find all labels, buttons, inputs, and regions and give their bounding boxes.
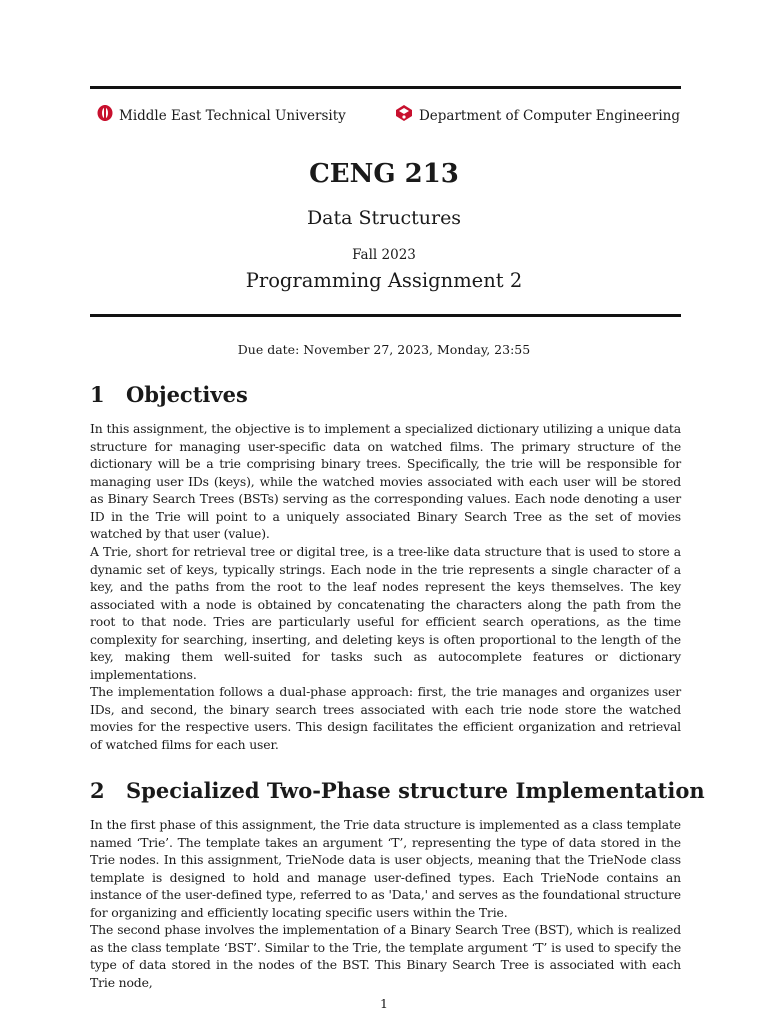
department-name: Department of Computer Engineering (418, 108, 680, 124)
assignment-title: Programming Assignment 2 (245, 269, 523, 292)
top-rule (90, 86, 681, 89)
title-bottom-rule (90, 314, 681, 317)
paragraph: In this assignment, the objective is to implement a specialized dictionary utilizing a unique data structure for managing user-specific data on watched films. The primary structure of the dictionary will be a trie comprising binary trees. Specifically, the trie will be responsible for managing user IDs (keys), while the watched movies associated with each user will be stored as Binary Search Trees (BSTs) serving as the corresponding values. Each node denoting a user ID in the Trie will point to a uniquely associated Binary Search Tree as the set of movies watched by that user (value). (90, 421, 681, 541)
institution-name: Middle East Technical University (119, 108, 346, 124)
section-heading (90, 382, 248, 407)
header-right (394, 104, 680, 128)
section-title: Specialized Two-Phase structure Implementation (126, 778, 705, 803)
due-date: Due date: November 27, 2023, Monday, 23:55 (237, 342, 531, 357)
metu-logo-icon (96, 104, 114, 128)
course-subject: Data Structures (306, 207, 462, 229)
course-code: CENG 213 (309, 159, 459, 189)
paragraph: The second phase involves the implementation of a Binary Search Tree (BST), which is realized as the class template ‘BST’. Similar to the Trie, the template argument ‘T’ is used to specify the type of data stored in the nodes of the BST. This Binary Search Tree is associated with each Trie node, (90, 922, 681, 990)
section-number: 2 (90, 778, 105, 803)
section-heading (90, 778, 705, 803)
section-title: Objectives (126, 382, 248, 407)
paragraph: The implementation follows a dual-phase approach: first, the trie manages and organizes user IDs, and second, the binary search trees associated with each trie node store the watched movies for the respective users. This design facilitates the efficient organization and retrieval of watched films for each user. (90, 684, 681, 752)
page-number: 1 (380, 996, 388, 1011)
term: Fall 2023 (352, 247, 416, 263)
section-number: 1 (90, 382, 105, 407)
ceng-logo-icon (394, 104, 414, 128)
header-left (96, 104, 346, 128)
paragraph: In the first phase of this assignment, the Trie data structure is implemented as a class template named ‘Trie’. The template takes an argument ‘T’, representing the type of data stored in the Trie nodes. In this assignment, TrieNode data is user objects, meaning that the TrieNode class template is designed to hold and manage user-defined types. Each TrieNode contains an instance of the user-defined type, referred to as 'Data,' and serves as the foundational structure for organizing and efficiently locating specific users within the Trie. (90, 817, 681, 920)
paragraph: A Trie, short for retrieval tree or digital tree, is a tree-like data structure that is used to store a dynamic set of keys, typically strings. Each node in the trie represents a single character of a key, and the paths from the root to the leaf nodes represent the keys themselves. The key associated with a node is obtained by concatenating the characters along the path from the root to that node. Tries are particularly useful for efficient search operations, as the time complexity for searching, inserting, and deleting keys is often proportional to the length of the key, making them well-suited for tasks such as autocomplete features or dictionary implementations. (90, 544, 681, 682)
